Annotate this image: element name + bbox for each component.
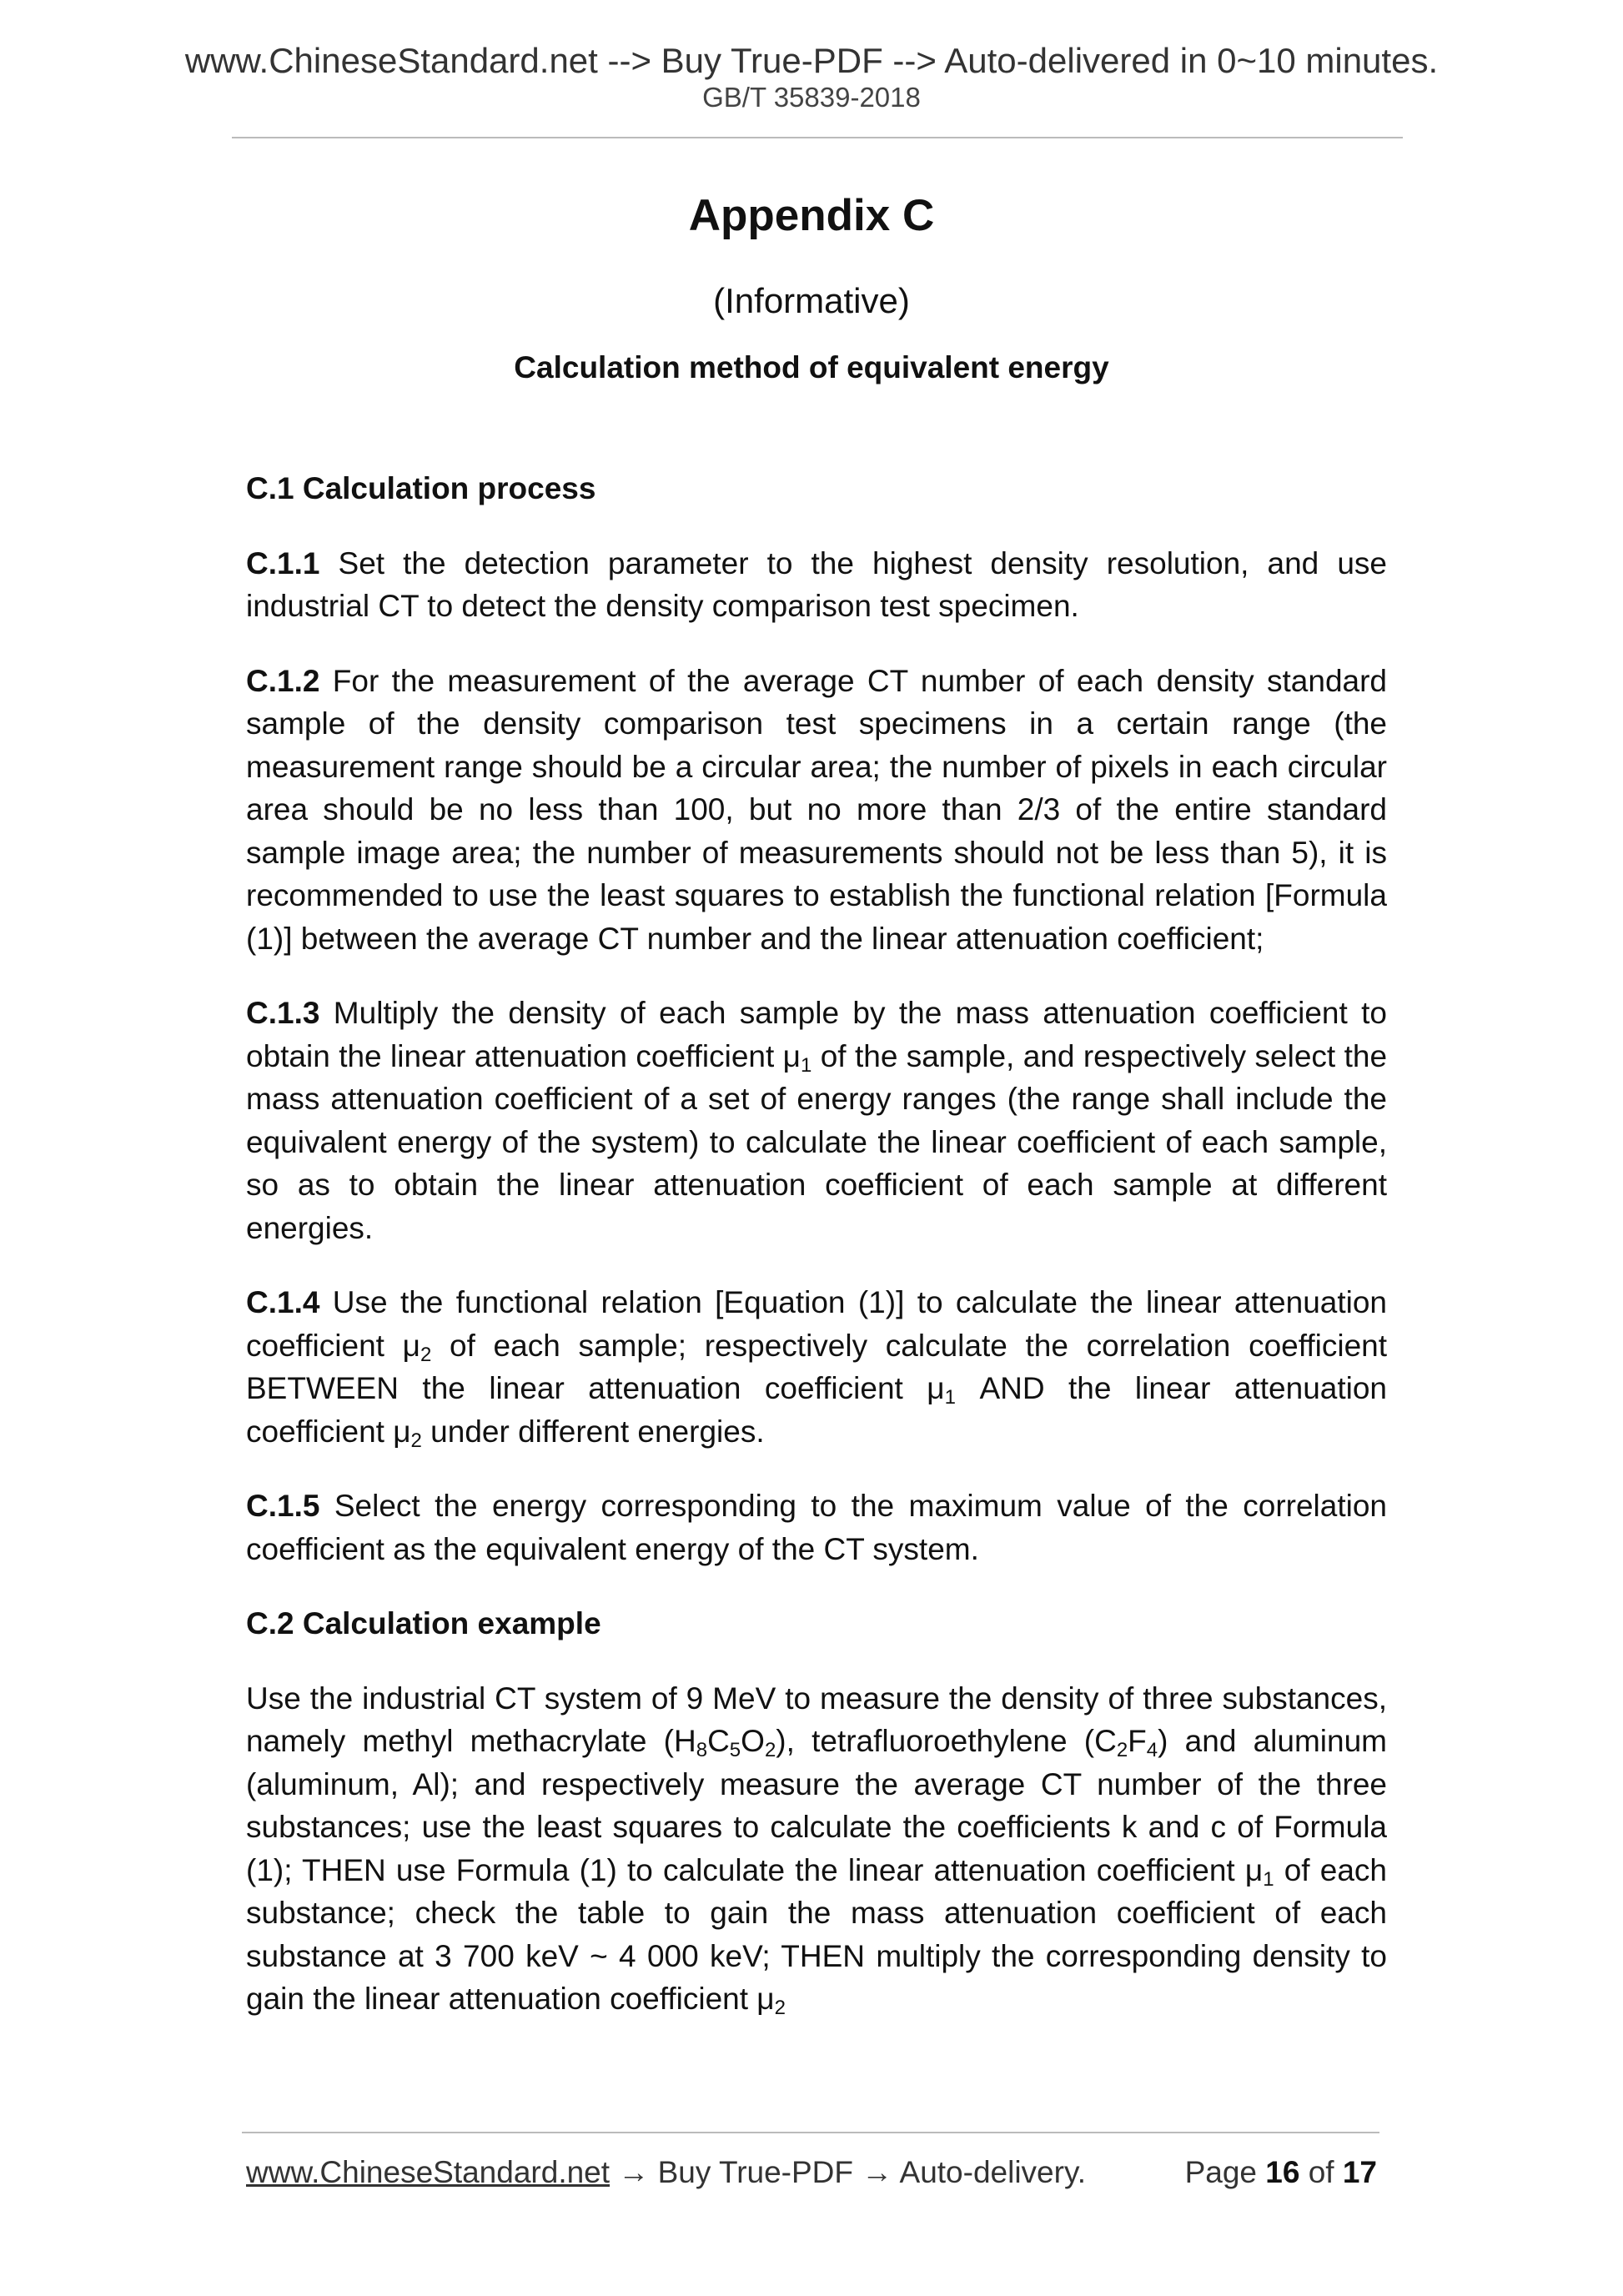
clause-text: of each sample; respectively calculate the correlation coefficient BETWEEN the linear attenuation coefficient μ [246,1328,1387,1405]
subscript: 5 [729,1739,741,1761]
footer-text: → Buy True-PDF → Auto-delivery. [610,2155,1086,2189]
clause-number: C.1.4 [246,1285,320,1319]
appendix-type: (Informative) [713,281,910,320]
clause-number: C.1.1 [246,545,320,580]
clause-number: C.1.3 [246,996,320,1030]
document-body [246,467,1387,2052]
footer-divider [242,2132,1379,2133]
clause-text: For the measurement of the average CT number of each density standard sample of the density comparison test specimens in a certain range (the measurement range should be a circular area; the number of pixels in each circular area should be no less than 100, but no more than 2/3 of the entire standard sample image area; the number of measurements should not be less than 5), it is recommended to use the least squares to establish the functional relation [Formula (1)] between the average CT number and the linear attenuation coefficient; [246,663,1387,956]
formula-element: C [707,1724,730,1758]
top-banner: www.ChineseStandard.net --> Buy True-PDF --> Auto-delivered in 0~10 minutes. [184,41,1439,80]
header-divider [232,137,1403,138]
page-label: Page [1184,2155,1257,2189]
clause-text: Select the energy corresponding to the maximum value of the correlation coefficient as the equivalent energy of the CT system. [246,1489,1388,1566]
section-heading-c2: C.2 Calculation example [246,1606,601,1640]
example-text: Use the industrial CT system of 9 MeV to measure the density of three substances, namely methyl methacrylate (H [246,1681,1387,1758]
page-footer [246,2153,1377,2192]
of-label: of [1308,2155,1334,2189]
example-text: of each substance; check the table to gain the mass attenuation coefficient of each substance at 3 700 keV ~ 4 000 keV; THEN multiply the corresponding density to gain the linear attenuation coefficient μ [246,1852,1387,2016]
subscript: 1 [944,1386,956,1409]
clause-number: C.1.5 [246,1489,320,1523]
clause-c1-1 [246,542,1387,628]
clause-c1-4 [246,1281,1387,1453]
example-text: ), tetrafluoroethylene (C [776,1724,1117,1758]
subscript: 4 [1146,1739,1158,1761]
footer-link[interactable]: www.ChineseStandard.net [246,2155,611,2189]
clause-c1-3 [246,992,1387,1249]
clause-number: C.1.2 [246,663,320,698]
example-paragraph [246,1677,1387,2021]
subscript: 8 [696,1739,708,1761]
clause-c1-2 [246,660,1387,961]
page-number: 16 [1265,2155,1300,2189]
subscript: 2 [764,1739,776,1761]
clause-text: Set the detection parameter to the highest density resolution, and use industrial CT to detect the density comparison test specimen. [246,545,1387,623]
appendix-subtitle: Calculation method of equivalent energy [514,350,1109,384]
clause-c1-5 [246,1485,1387,1570]
subscript: 1 [800,1053,812,1077]
subscript: 2 [774,1997,786,2019]
clause-text: Multiply the density of each sample by the mass attenuation coefficient to obtain the linear attenuation coefficient μ [246,996,1387,1073]
page-total: 17 [1342,2155,1377,2189]
subscript: 2 [1116,1739,1128,1761]
formula-element: F [1128,1724,1147,1758]
example-text: ) and aluminum (aluminum, Al); and respectively measure the average CT number of the three substances; use the least squares to calculate the coefficients k and c of Formula (1); THEN use Formula (1) to calculate the linear attenuation coefficient μ [246,1724,1387,1887]
clause-text: AND the linear attenuation coefficient μ [246,1371,1388,1449]
appendix-title: Appendix C [688,191,935,240]
clause-text: under different energies. [430,1414,765,1449]
subscript: 2 [420,1343,432,1366]
section-heading-c1: C.1 Calculation process [246,471,596,505]
standard-code: GB/T 35839-2018 [702,82,921,113]
clause-text: Use the functional relation [Equation (1)] to calculate the linear attenuation coefficient μ [246,1285,1388,1363]
subscript: 1 [1263,1867,1274,1891]
subscript: 2 [410,1429,422,1452]
formula-element: O [741,1724,765,1758]
clause-text: of the sample, and respectively select the mass attenuation coefficient of a set of energy ranges (the range shall include the equivalent energy of the system) to calculate the linear coefficient of each sample, so as to obtain the linear attenuation coefficient of each sample at different energies. [246,1038,1388,1245]
page-indicator [1185,2153,1377,2192]
